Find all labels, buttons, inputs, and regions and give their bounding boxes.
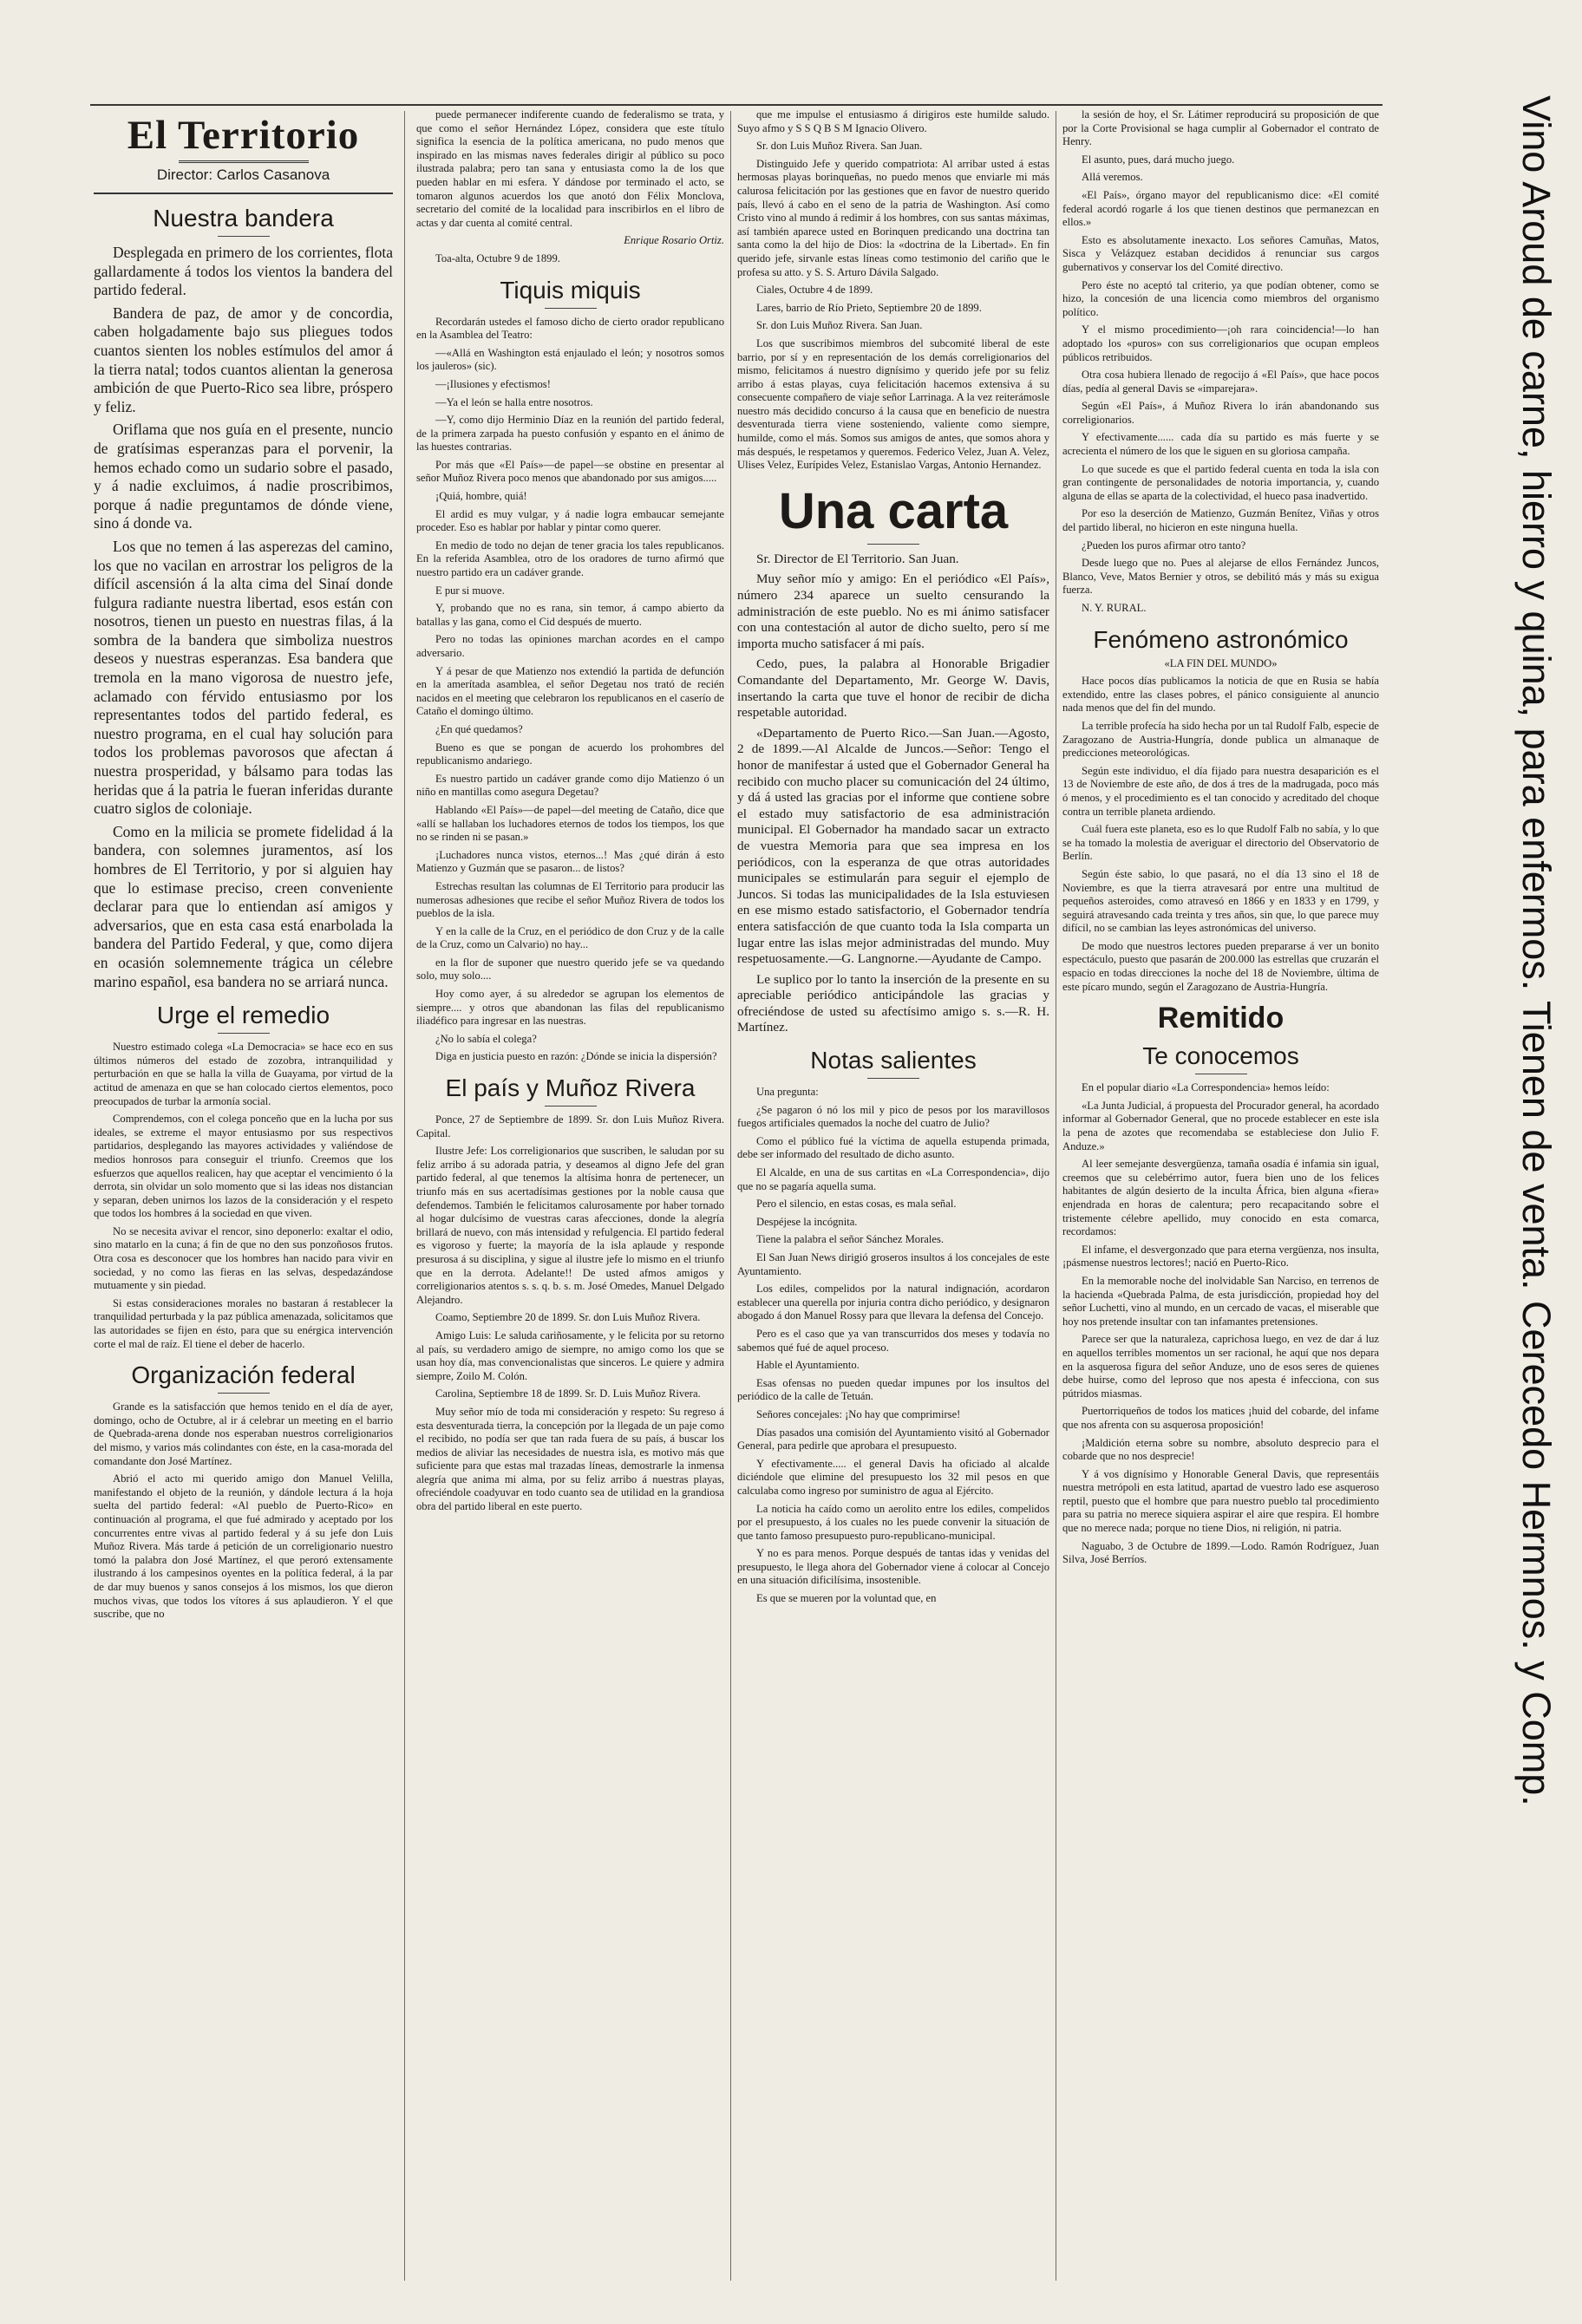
paragraph: Sr. don Luis Muñoz Rivera. San Juan.: [756, 319, 923, 332]
paragraph: Una pregunta:: [756, 1086, 819, 1099]
column-3: [737, 108, 1049, 2289]
column-2: [416, 108, 724, 2289]
paragraph: Tiene la palabra el señor Sánchez Morales.: [756, 1233, 944, 1246]
paragraph: Y en la calle de la Cruz, en el periódico de don Cruz y de la calle de la Cruz, como un Calvario) no hay...: [416, 924, 724, 951]
paragraph: Abrió el acto mi querido amigo don Manuel Velilla, manifestando el objeto de la reunión, y dándole lectura á la hoja suelta del partido federal: «Al pueblo de Puerto-Rico» en continuación al programa, el que fué admirado y aceptado por los concurrentes entre vivas al partido federal y á su jefe don Luis Muñoz Rivera. Más tarde á petición de un correligionario nuestro tomó la palabra don José Martínez, el que peroró extensamente ilustrando á los campesinos oyentes en la política federal, á la par de dar muy buenos y sanos consejos á los mismos, los que dieron muchos vivas, que todos los vítores á sus aplaudieron. Y el que suscribe, que no: [94, 1472, 393, 1621]
paragraph: Por eso la deserción de Matienzo, Guzmán Benítez, Viñas y otros del partido liberal, no hicieron en este ninguna huella.: [1062, 507, 1379, 534]
paragraph: Lares, barrio de Río Prieto, Septiembre 20 de 1899.: [756, 301, 982, 314]
headline-rule: [218, 236, 270, 237]
article-continuation: [1062, 108, 1379, 616]
side-advertisement: Vino Aroud de carne, hierro y quina, para enfermos. Tienen de venta. Cerecedo Hermnos. y Comp.: [1514, 95, 1559, 1806]
paragraph: El Alcalde, en una de sus cartitas en «La Correspondencia», dijo que no se pagaría aquella suma.: [737, 1166, 1049, 1192]
paragraph: Y, probando que no es rana, sin temor, á campo abierto da batallas y las gana, como el Cid después de muerto.: [416, 602, 724, 628]
paragraph: Y el mismo procedimiento—¡oh rara coincidencia!—lo han adoptado los «puros» con sus correligionarios que ocupan empleos públicos retribuidos.: [1062, 323, 1379, 363]
paragraph: —«Allá en Washington está enjaulado el león; y nosotros somos los jauleros» (sic).: [416, 346, 724, 373]
headline-remitido: Remitido: [1157, 1002, 1285, 1035]
paragraph: la sesión de hoy, el Sr. Látimer reproducirá su proposición de que por la Corte Provisional se haga cumplir al Gobernador el contrato de Henry.: [1062, 108, 1379, 148]
paragraph: Por más que «El País»—de papel—se obstine en presentar al señor Muñoz Rivera poco menos que abandonado por sus amigos.....: [416, 458, 724, 485]
paragraph: Estrechas resultan las columnas de El Territorio para producir las numerosas adhesiones que recibe el señor Muñoz Rivera de todos los pueblos de la isla.: [416, 879, 724, 920]
paragraph: Hable el Ayuntamiento.: [756, 1359, 860, 1372]
paragraph: Según este individuo, el día fijado para nuestra desaparición es el 13 de Noviembre de este año, de dos á tres de la madrugada, poco más ó menos, y el procedimiento es el tan conocido y acreditado del choque contra un terrible planeta ardiendo.: [1062, 764, 1379, 818]
paragraph: Desde luego que no. Pues al alejarse de ellos Fernández Juncos, Blanco, Veve, Matos Bernier y otros, se debilitó más y más su exigua fuerza.: [1062, 557, 1379, 597]
paragraph: Según «El País», á Muñoz Rivera lo irán abandonando sus correligionarios.: [1062, 400, 1379, 426]
paragraph: Le suplico por lo tanto la inserción de la presente en su apreciable periódico anticipándole las gracias y ofreciéndose de usted su afectísimo amigo s. s.—R. H. Martínez.: [737, 971, 1049, 1035]
paragraph: Sr. Director de El Territorio. San Juan.: [756, 551, 959, 566]
paragraph: Pero es el caso que ya van transcurridos dos meses y todavía no sabemos qué fué de aquel proceso.: [737, 1327, 1049, 1354]
paragraph: El San Juan News dirigió groseros insultos á los concejales de este Ayuntamiento.: [737, 1251, 1049, 1277]
masthead-ornament: [179, 160, 309, 163]
paragraph: Cedo, pues, la palabra al Honorable Brigadier Comandante del Departamento, Mr. George W. Davis, insertando la carta que tuve el honor de recibir de dicha respetable autoridad.: [737, 656, 1049, 721]
paragraph: «Departamento de Puerto Rico.—San Juan.—Agosto, 2 de 1899.—Al Alcalde de Juncos.—Señor: Tengo el honor de manifestar á usted que el Gobernador General ha recibido con mucho placer su comunicación del 24 último, y dá á usted las gracias por el informe que contiene sobre el estado muy satisfactorio de esa administración municipal. El Gobernador ha mandado sacar un extracto de vuestra Memoria para que sea impresa en los periódicos, con la esperanza de que otras autoridades municipales se estimularán para seguir el ejemplo de Juncos. Si todas las municipalidades de la Isla estuviesen en ese mismo estado satisfactorio, el Gobernador tendría entera satisfacción de que cuanto toda la Isla comparta un lugar entre las islas mejor administradas del mundo. Muy respetuosamente.—G. Langnorne.—Ayudante de Campo.: [737, 725, 1049, 967]
paragraph: Parece ser que la naturaleza, caprichosa luego, en vez de dar á luz en aquellos terribles momentos un ser racional, he aquí que nos depara en la asquerosa figura del señor Anduze, uno de esos seres de quienes debe huirse, como del leproso que nos apesta é infecciona, con sus pútridos miasmas.: [1062, 1333, 1379, 1400]
paragraph: La terrible profecía ha sido hecha por un tal Rudolf Falb, especie de Zaragozano de Austria-Hungría, donde publica un almanaque de predicciones meteorológicas.: [1062, 719, 1379, 760]
headline-rule: [218, 1393, 270, 1394]
paragraph: Comprendemos, con el colega ponceño que en la lucha por sus ideales, se extreme el mayor entusiasmo por sus respectivos partidarios, desplegando las mayores actividades y valiéndose de medios honrosos para conseguir el triunfo. Creemos que los esfuerzos que aquellos realicen, hay que aceptar el vencimiento ó la derrota, sin olvidar un solo momento que si las ideas nos distancian y separan, deben unirnos los lazos de la consideración y el respeto que todos los hombres á la sociedad en que viven.: [94, 1113, 393, 1220]
paragraph: Ponce, 27 de Septiembre de 1899. Sr. don Luis Muñoz Rivera. Capital.: [416, 1113, 724, 1139]
headline-una-carta: Una carta: [778, 482, 1009, 539]
paragraph: ¿Pueden los puros afirmar otro tanto?: [1082, 539, 1246, 552]
paragraph: —Y, como dijo Herminio Díaz en la reunión del partido federal, de la primera zarpada ha puesto confusión y espanto en el ánimo de las huestes contrarias.: [416, 414, 724, 454]
paragraph: Pero el silencio, en estas cosas, es mala señal.: [756, 1198, 957, 1211]
headline-fenomeno-astronomico: Fenómeno astronómico: [1093, 625, 1349, 653]
paragraph: Los ediles, compelidos por la natural indignación, acordaron establecer una querella por injuria contra dicho periódico, y designaron abogado á don Manuel Rossy para que llevara la defensa del Concejo.: [737, 1283, 1049, 1322]
article-fenomeno-astronomico: [1062, 675, 1379, 994]
masthead-director: Director: Carlos Casanova: [156, 166, 330, 183]
paragraph: Naguabo, 3 de Octubre de 1899.—Lodo. Ramón Rodríguez, Juan Silva, José Berríos.: [1062, 1539, 1379, 1566]
paragraph: Y á pesar de que Matienzo nos extendió la partida de defunción en la amerítada asamblea, el señor Degetau nos trató de recién nacidos en el meeting que celebraron los republicanos en el caserío de Cataño el domingo último.: [416, 664, 724, 718]
paragraph: que me impulse el entusiasmo á dirigiros este humilde saludo. Suyo afmo y S S Q B S M Ignacio Olivero.: [737, 108, 1049, 134]
headline-el-pais-y-munoz-rivera: El país y Muñoz Rivera: [445, 1074, 696, 1102]
paragraph: Hoy como ayer, á su alrededor se agrupan los elementos de siempre.... y otros que abandonan las filas del republicanismo iliadéfico para ingresar en las nuestras.: [416, 988, 724, 1028]
paragraph: En la memorable noche del inolvidable San Narciso, en terrenos de la hacienda «Quebrada Palma, de esta jurisdicción, propiedad hoy del señor Luchetti, vino al mundo, en un cercado de vacas, el miserable que hoy nos pretende insultar con tan infamantes pretensiones.: [1062, 1274, 1379, 1328]
headline-rule: [545, 308, 597, 309]
article-el-pais-y-munoz-rivera: [416, 1113, 724, 1514]
paragraph: ¡Quiá, hombre, quiá!: [435, 490, 527, 503]
paragraph: en la flor de suponer que nuestro querido jefe se va quedando solo, muy solo....: [416, 956, 724, 982]
article-una-carta: [737, 552, 1049, 1036]
paragraph: Es nuestro partido un cadáver grande como dijo Matienzo ó un niño en mantillas como asegura Degetau?: [416, 772, 724, 799]
paragraph: Diga en justicia puesto en razón: ¿Dónde se inicia la dispersión?: [435, 1050, 717, 1063]
paragraph: Nuestro estimado colega «La Democracia» se hace eco en sus últimos números del estado de zozobra, intranquilidad y perturbación en que se halla la villa de Guayama, por virtud de la actitud de amenaza en que se han colocado ciertos elementos, poco preocupados de turbar la armonía social.: [94, 1041, 393, 1107]
paragraph: Los que no temen á las asperezas del camino, los que no vacilan en arrostrar los peligros de la difícil ascensión á la alta cima del Sinaí donde fulgura radiante nuestra libertad, esos están con nosotros, tienen un puesto en nuestras filas, á la sombra de la bandera que simboliza nuestros deseos y nuestras esperanzas. Esa bandera que tremola en la mano vigorosa de nuestro jefe, aclamado con férvido entusiasmo por los representantes todos del partido federal, es nuestro programa, en el cual hay solución para todos los problemas pavorosos que afectan á nuestra prosperidad, y bálsamo para todas las heridas que á la patria le fueran inferidas durante cuatro siglos de coloniaje.: [94, 537, 393, 818]
paragraph: Hablando «El País»—de papel—del meeting de Cataño, dice que «allí se hallaban los luchadores eternos de todos los tiempos, los que no se rinden ni se pasan.»: [416, 803, 724, 844]
letters-continuation: [737, 108, 1049, 473]
paragraph: Oriflama que nos guía en el presente, nuncio de gratísimas esperanzas para el porvenir, la hemos echado como un sudario sobre el pasado, y á nadie excluimos, á nadie proscribimos, porque á nadie preguntamos de dónde viene, sino á donde va.: [94, 421, 393, 532]
headline-organizacion-federal: Organización federal: [131, 1361, 356, 1389]
paragraph: Ilustre Jefe: Los correligionarios que suscriben, le saludan por su feliz arribo á su adorada patria, y deseamos al digno Jefe del gran partido federal, al que tenemos la altísima honra de pertenecer, un triunfo más en sus acertadísimas gestiones por la noble causa que defendemos. También le felicitamos calurosamente por haber tornado al hogar dulcísimo de vuestras caras afecciones, donde la alegría brillará de nuevo, con más intensidad y refulgencia. El partido federal es vigoroso y fuerte; la mayoría de la isla aplaude y responde presurosa á su disciplina, y sigue al ilustre jefe lo mismo en el triunfo que en la derrota. Adelante!! De usted afmos amigos y correligionarios atentos s. s. q. b. s. m. José Omedes, Manuel Delgado Alejandro.: [416, 1145, 724, 1306]
masthead-rule: [94, 193, 393, 194]
paragraph: Bueno es que se pongan de acuerdo los prohombres del republicanismo andariego.: [416, 741, 724, 767]
paragraph: E pur si muove.: [435, 584, 505, 597]
headline-nuestra-bandera: Nuestra bandera: [153, 205, 334, 232]
headline-urge-el-remedio: Urge el remedio: [156, 1002, 330, 1029]
paragraph: Y efectivamente...... cada día su partido es más fuerte y se acrecienta el número de los que le siguen en su gloriosa campaña.: [1062, 431, 1379, 458]
top-rule: [90, 104, 1383, 106]
headline-rule: [218, 1033, 270, 1034]
paragraph: En medio de todo no dejan de tener gracia los tales republicanos. En la referida Asamblea, otro de los oradores de turno afirmó que nuestro partido era un cadáver grande.: [416, 539, 724, 579]
paragraph: Muy señor mío de toda mi consideración y respeto: Su regreso á esta desventurada tierra, la concepción por la llegada de un paje como el recibido, no podía ser que tan rada fuera de su país, á buscar los medios de aliviar las necesidades de nuestra isla, es motivo más que suficiente para que estas mal trazadas líneas, demostrarle la inmensa alegría que anima mi alma, por su feliz arribo á nuestras playas, ofreciéndole coadyuvar en todo cuanto sea de utilidad en la grandiosa obra del partido liberal en este puerto.: [416, 1405, 724, 1513]
paragraph: Según éste sabio, lo que pasará, no el día 13 sino el 18 de Noviembre, es que la tierra atravesará por entre una multitud de pequeños asteroides, como atravesó en 1866 y en 1833 y en 1799, y seguirá atravesando cada treinta y tres años, sin que, lo que parece muy difícil, no se cambian las leyes astronómicas del universo.: [1062, 867, 1379, 935]
paragraph: Amigo Luis: Le saluda cariñosamente, y le felicita por su retorno al país, su verdadero amigo de siempre, no amigo como los que se usan hoy día, mas convencionalistas que sinceros. Le quiere y admira siempre, Zoilo M. Colón.: [416, 1328, 724, 1382]
signature: Enrique Rosario Ortiz.: [624, 234, 724, 247]
paragraph: «El País», órgano mayor del republicanismo dice: «El comité federal acordó rogarle á los que tienen destinos que permanezcan en ellos.»: [1062, 188, 1379, 229]
paragraph: Desplegada en primero de los corrientes, flota gallardamente á todos los vientos la bandera del partido federal.: [94, 244, 393, 299]
paragraph: Grande es la satisfacción que hemos tenido en el día de ayer, domingo, ocho de Octubre, al ir á celebrar un meeting en el barrio de Quebrada-arena donde nos esperaban nuestros correligionarios del mismo, y varios más colindantes con éste, en la casa-morada del comandante don José Martínez.: [94, 1400, 393, 1467]
article-continuation: [416, 108, 724, 230]
masthead-title: El Territorio: [127, 113, 360, 158]
dateline: Toa-alta, Octubre 9 de 1899.: [435, 251, 560, 264]
paragraph: Hace pocos días publicamos la noticia de que en Rusia se había extendido, entre las clases pobres, el pánico consiguiente al anuncio nada menos que del fin del mundo.: [1062, 675, 1379, 715]
article-notas-salientes: [737, 1086, 1049, 1606]
column-4: [1062, 108, 1379, 2289]
paragraph: «La Junta Judicial, á propuesta del Procurador general, ha acordado informar al Gobernador General, que no procede establecer en este isla la pena de azotes que recomendaba se estableciese don Julio F. Anduze.»: [1062, 1099, 1379, 1152]
paragraph: Bandera de paz, de amor y de concordia, caben holgadamente bajo sus pliegues todos cuantos sienten los nobles estímulos del amor á la tierra natal; todos cuantos alientan la generosa ambición de que Puerto-Rico sea libre, próspero y feliz.: [94, 304, 393, 415]
paragraph: Como en la milicia se promete fidelidad á la bandera, con solemnes juramentos, así los hombres de El Territorio, y por si alguien hay que lo estimase preciso, creen conveniente declarar para que lo entiendan así amigos y adversarios, que en esta casa está enarbolada la bandera del Partido Federal, y que, como dijera en ocasión solemnemente trágica un célebre marino español, esa bandera no se arriará nunca.: [94, 822, 393, 990]
paragraph: Y efectivamente..... el general Davis ha oficiado al alcalde diciéndole que elimine del presupuesto los 32 mil pesos en que calculaba como ingreso por suministro de agua al Ejército.: [737, 1457, 1049, 1497]
paragraph: Los que suscribimos miembros del subcomité liberal de este barrio, por sí y en representación de los demás correligionarios del mismo, felicitamos á nuestro dignísimo y querido jefe por su feliz arribo á estas playas, cuya felicitación hacemos extensiva á su consecuente compañero de viaje señor Larrinaga. A la vez reiterámosle nuestro más decidido concurso á la causa que en beneficio de nuestra desventurada tierra viene sosteniendo, valiente como siempre, humilde, como el más. Somos sus amigos de antes, que somos ahora y más después, le respetamos y queremos. Federico Velez, Juan A. Velez, Ulises Velez, Eurípides Velez, Estanislao Vargas, Antonio Hernandez.: [737, 336, 1049, 472]
paragraph: Distinguido Jefe y querido compatriota: Al arribar usted á estas hermosas playas borinqueñas, no puedo menos que enviarle mi más calurosa felicitación por las gestiones que en favor de nuestro querido país, llevó á cabo en el seno de la patria de Washington. Así como Cristo vino al mundo á redimir á los hombres, con sus santas máximas, así también aparece usted en Borinquen predicando una doctrina tan santa como la del hijo de Dios: la «doctrina de la Libertad». En fin querido jefe, sirvanle estas líneas como testimonio del cariño que le profesa su atto. y S. S. Arturo Dávila Salgado.: [737, 157, 1049, 278]
paragraph: Ciales, Octubre 4 de 1899.: [756, 284, 873, 297]
article-te-conocemos: [1062, 1081, 1379, 1567]
article-nuestra-bandera: [94, 244, 393, 991]
paragraph: De modo que nuestros lectores pueden prepararse á ver un bonito espectáculo, puesto que pasarán de 200.000 las estrellas que cruzarán el espacio en todas direcciones la noche del 18 de Noviembre, última de este pícaro mundo, según el Zaragozano de Austria-Hungría.: [1062, 939, 1379, 993]
paragraph: El asunto, pues, dará mucho juego.: [1082, 153, 1235, 166]
paragraph: Esto es absolutamente inexacto. Los señores Camuñas, Matos, Sisca y Velázquez estaban decididos á renunciar sus cargos gubernativos y conservar los del Comité directivo.: [1062, 233, 1379, 273]
paragraph: Lo que sucede es que el partido federal cuenta en toda la isla con gran contingente de personalidades de notoria importancia, y, cuando alguna de ellas se aparta de la colectividad, el hueco pasa inadvertido.: [1062, 462, 1379, 502]
paragraph: Y no es para menos. Porque después de tantas idas y venidas del presupuesto, le llega ahora del Gobernador viene á colocar al Concejo en una situación dificilísima, insostenible.: [737, 1547, 1049, 1587]
paragraph: El infame, el desvergonzado que para eterna vergüenza, nos insulta, ¡pásmense nuestros lectores!; nació en Puerto-Rico.: [1062, 1243, 1379, 1270]
paragraph: Despéjese la incógnita.: [756, 1215, 858, 1228]
paragraph: Carolina, Septiembre 18 de 1899. Sr. D. Luis Muñoz Rivera.: [435, 1387, 701, 1400]
paragraph: Al leer semejante desvergüenza, tamaña osadía é infamia sin igual, creemos que su celebérrimo autor, fuera bien uno de los felices habitantes de algún desierto de la inculta África, bien alguna «fiera» enjendrada en horas de calentura; pero recapacitando sobre el tristemente célebre apellido, muy conocido en esta comarca, recordamos:: [1062, 1158, 1379, 1238]
paragraph: Esas ofensas no pueden quedar impunes por los insultos del periódico de la calle de Tetuán.: [737, 1376, 1049, 1403]
paragraph: Recordarán ustedes el famoso dicho de cierto orador republicano en la Asamblea del Teatro:: [416, 315, 724, 342]
column-rule: [730, 111, 731, 2281]
paragraph: ¿Se pagaron ó nó los mil y pico de pesos por los maravillosos fuegos artificiales quemados la noche del cuatro de Julio?: [737, 1103, 1049, 1130]
paragraph: Como el público fué la víctima de aquella estupenda primada, debe ser informado del resultado de dicho asunto.: [737, 1134, 1049, 1161]
paragraph: —¡Ilusiones y efectismos!: [435, 377, 551, 390]
headline-rule: [545, 1106, 597, 1107]
article-urge-el-remedio: [94, 1041, 393, 1351]
paragraph: Cuál fuera este planeta, eso es lo que Rudolf Falb no sabía, y lo que se ha tomado la molestia de averiguar el directorio del Observatorio de Berlín.: [1062, 823, 1379, 863]
paragraph: Es que se mueren por la voluntad que, en: [756, 1592, 937, 1605]
paragraph: Si estas consideraciones morales no bastaran á restablecer la tranquilidad perturbada y la paz pública amenazada, solicitamos que las autoridades se fijen en ésto, para que su enérgica intervención corte el mal de raíz. El tiene el deber de hacerlo.: [94, 1296, 393, 1350]
paragraph: ¿No lo sabía el colega?: [435, 1032, 537, 1045]
paragraph: Muy señor mío y amigo: En el periódico «El País», número 234 aparece un suelto censurando la administración de este pueblo. No es mi ánimo satisfacer con una contestación al autor de dicho suelto, pero sí me importa mucho satisfacer á mi país.: [737, 571, 1049, 651]
article-tiquis-miquis: [416, 316, 724, 1065]
paragraph: Y á vos dignísimo y Honorable General Davis, que representáis nuestra metrópoli en esta latitud, apartad de vuestro lado ese asqueroso reptil, puesto que el hombre que para nuestro pueblo tal procedimiento para su patria no merece siquiera aspirar el aire que respira. El hombre que no merece nada; porque no tiene Dios, ni religión, ni patria.: [1062, 1467, 1379, 1535]
subheadline-fin-del-mundo: «LA FIN DEL MUNDO»: [1164, 656, 1278, 669]
paragraph: La noticia ha caído como un aerolito entre los ediles, compelidos por el presupuesto, á los cuales no les puede convenir la situación de que tanto famoso presupuesto puro-republicano-municipal.: [737, 1502, 1049, 1542]
paragraph: Puertorriqueños de todos los matices ¡huid del cobarde, del infame que nos afrenta con su asquerosa proposición!: [1062, 1405, 1379, 1431]
paragraph: ¡Maldición eterna sobre su nombre, absoluto desprecio para el cobarde que no nos desprecie!: [1062, 1436, 1379, 1463]
article-organizacion-federal: [94, 1400, 393, 1622]
paragraph: Pero éste no aceptó tal criterio, ya que podían obtener, como se hizo, la concesión de una licencia como miembros del organismo político.: [1062, 278, 1379, 318]
paragraph: ¡Luchadores nunca vistos, eternos...! Mas ¿qué dirán á esto Matienzo y Guzmán que se pasaron... de listos?: [416, 848, 724, 875]
paragraph: puede permanecer indiferente cuando de federalismo se trata, y que como el señor Hernández López, considera que este título significa la esencia de la política americana, no pudo menos que inspirado en las mismas naves federales dirigir al público su poco ilustrada palabra; pero tan sana y entusiasta como la de los que pueden hablar en mi esfera. Y dándose por terminado el acto, se tomaron algunos acuerdos los que anotó don Félix Monclova, secretario del comité de la localidad para inscribirlos en el libro de actas y dar cuenta al comité central.: [416, 108, 724, 229]
paragraph: El ardid es muy vulgar, y á nadie logra embaucar semejante proceder. Eso es hablar por hablar y pintar como querer.: [416, 507, 724, 534]
paragraph: Coamo, Septiembre 20 de 1899. Sr. don Luis Muñoz Rivera.: [435, 1311, 701, 1324]
paragraph: Sr. don Luis Muñoz Rivera. San Juan.: [756, 140, 923, 153]
headline-tiquis-miquis: Tiquis miquis: [500, 276, 641, 304]
paragraph: N. Y. RURAL.: [1082, 602, 1147, 614]
paragraph: Pero no todas las opiniones marchan acordes en el campo adversario.: [416, 633, 724, 659]
paragraph: ¿En qué quedamos?: [435, 722, 523, 735]
paragraph: No se necesita avivar el rencor, sino deponerlo: exaltar el odio, sino matarlo en la cuna; á fin de que no den sus ponzoñosos frutos. Otra cosa es desconocer que los hombres han nacido para vivir en sociedad, y no como las fieras en las selvas, despedazándose mutuamente y sin piedad.: [94, 1224, 393, 1292]
headline-rule: [867, 1078, 919, 1079]
column-1: [94, 108, 393, 2289]
paragraph: Señores concejales: ¡No hay que comprimirse!: [756, 1407, 961, 1420]
paragraph: Allá veremos.: [1082, 171, 1143, 184]
paragraph: Otra cosa hubiera llenado de regocijo á «El País», que hace pocos días, pedía al general Davis se «imparejara».: [1062, 369, 1379, 395]
paragraph: En el popular diario «La Correspondencia» hemos leído:: [1082, 1081, 1330, 1094]
column-rule: [404, 111, 405, 2281]
paragraph: Días pasados una comisión del Ayuntamiento visitó al Gobernador General, para pedirle que aprobara el presupuesto.: [737, 1426, 1049, 1452]
headline-rule: [867, 544, 919, 545]
masthead: [94, 108, 393, 194]
headline-te-conocemos: Te conocemos: [1142, 1042, 1299, 1070]
paragraph: —Ya el león se halla entre nosotros.: [435, 395, 593, 408]
headline-notas-salientes: Notas salientes: [810, 1047, 977, 1074]
